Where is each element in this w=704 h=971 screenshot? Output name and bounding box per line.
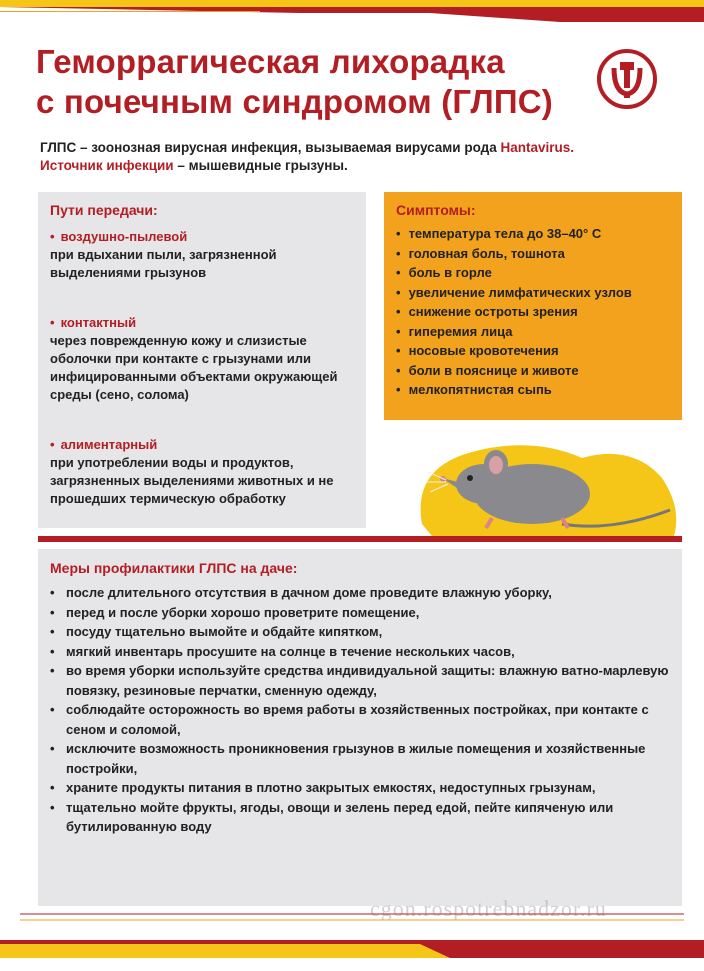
symptom-item: • головная боль, тошнота bbox=[396, 244, 632, 264]
intro-text bbox=[40, 139, 670, 175]
route-contact bbox=[50, 314, 360, 404]
website-watermark: cgon.rospotrebnadzor.ru bbox=[370, 896, 607, 921]
prevention-item: • во время уборки используйте средства индивидуальной защиты: влажную ватно-марлевую повязку, резиновые перчатки, сменную одежду, bbox=[50, 661, 674, 700]
section-divider bbox=[38, 536, 682, 542]
rospotrebnadzor-logo-icon bbox=[596, 48, 658, 110]
bullet-icon: • bbox=[50, 315, 55, 330]
mouse-illustration-icon bbox=[412, 428, 682, 536]
route-alimentary bbox=[50, 436, 360, 508]
top-decorative-stripes bbox=[0, 0, 704, 30]
route-description: при употреблении воды и продуктов, загрязненных выделениями животных и не прошедших термическую обработку bbox=[50, 455, 334, 506]
prevention-item: • мягкий инвентарь просушите на солнце в течение нескольких часов, bbox=[50, 642, 674, 662]
prevention-item: • посуду тщательно вымойте и обдайте кипятком, bbox=[50, 622, 674, 642]
symptom-item: • боль в горле bbox=[396, 263, 632, 283]
symptoms-heading: Симптомы: bbox=[396, 202, 476, 218]
route-name-text: воздушно-пылевой bbox=[60, 229, 188, 244]
symptom-item: • гиперемия лица bbox=[396, 322, 632, 342]
symptoms-panel bbox=[384, 192, 682, 420]
prevention-item: • храните продукты питания в плотно закрытых емкостях, недоступных грызунам, bbox=[50, 778, 674, 798]
bottom-decorative-stripes bbox=[0, 900, 704, 971]
route-name bbox=[50, 228, 360, 246]
symptom-item: • снижение остроты зрения bbox=[396, 302, 632, 322]
title-line-1: Геморрагическая лихорадка bbox=[36, 43, 505, 80]
bullet-icon: • bbox=[50, 229, 55, 244]
prevention-item: • тщательно мойте фрукты, ягоды, овощи и зелень перед едой, пейте кипяченую или бутилированную воду bbox=[50, 798, 674, 837]
bullet-icon: • bbox=[50, 437, 55, 452]
intro-definition: ГЛПС – зоонозная вирусная инфекция, вызываемая вирусами рода bbox=[40, 140, 501, 155]
route-name bbox=[50, 314, 360, 332]
title-line-2: с почечным синдромом (ГЛПС) bbox=[36, 83, 553, 120]
prevention-item: • исключите возможность проникновения грызунов в жилые помещения и хозяйственные постройки, bbox=[50, 739, 674, 778]
prevention-list bbox=[50, 583, 674, 837]
prevention-item: • перед и после уборки хорошо проветрите помещение, bbox=[50, 603, 674, 623]
symptom-item: • температура тела до 38–40° С bbox=[396, 224, 632, 244]
route-name-text: контактный bbox=[60, 315, 137, 330]
symptom-item: • увеличение лимфатических узлов bbox=[396, 283, 632, 303]
prevention-item: • после длительного отсутствия в дачном доме проведите влажную уборку, bbox=[50, 583, 674, 603]
route-description: при вдыхании пыли, загрязненной выделениями грызунов bbox=[50, 247, 277, 280]
route-name-text: алиментарный bbox=[60, 437, 158, 452]
prevention-heading: Меры профилактики ГЛПС на даче: bbox=[50, 560, 298, 576]
prevention-item: • соблюдайте осторожность во время работы в хозяйственных постройках, при контакте с сеном и соломой, bbox=[50, 700, 674, 739]
intro-virus-name: Hantavirus. bbox=[500, 140, 575, 155]
symptom-item: • боли в пояснице и животе bbox=[396, 361, 632, 381]
intro-source-text: – мышевидные грызуны. bbox=[173, 158, 348, 173]
symptom-item: • носовые кровотечения bbox=[396, 341, 632, 361]
transmission-heading: Пути передачи: bbox=[50, 202, 158, 218]
transmission-panel bbox=[38, 192, 366, 528]
symptom-item: • мелкопятнистая сыпь bbox=[396, 380, 632, 400]
page-title bbox=[36, 42, 596, 122]
route-name bbox=[50, 436, 360, 454]
intro-source-label: Источник инфекции bbox=[40, 158, 174, 173]
route-airborne-dust bbox=[50, 228, 360, 282]
route-description: через поврежденную кожу и слизистые оболочки при контакте с грызунами или инфицированными объектами окружающей среды (сено, солома) bbox=[50, 333, 338, 402]
prevention-panel bbox=[38, 549, 682, 906]
symptoms-list bbox=[396, 224, 632, 400]
